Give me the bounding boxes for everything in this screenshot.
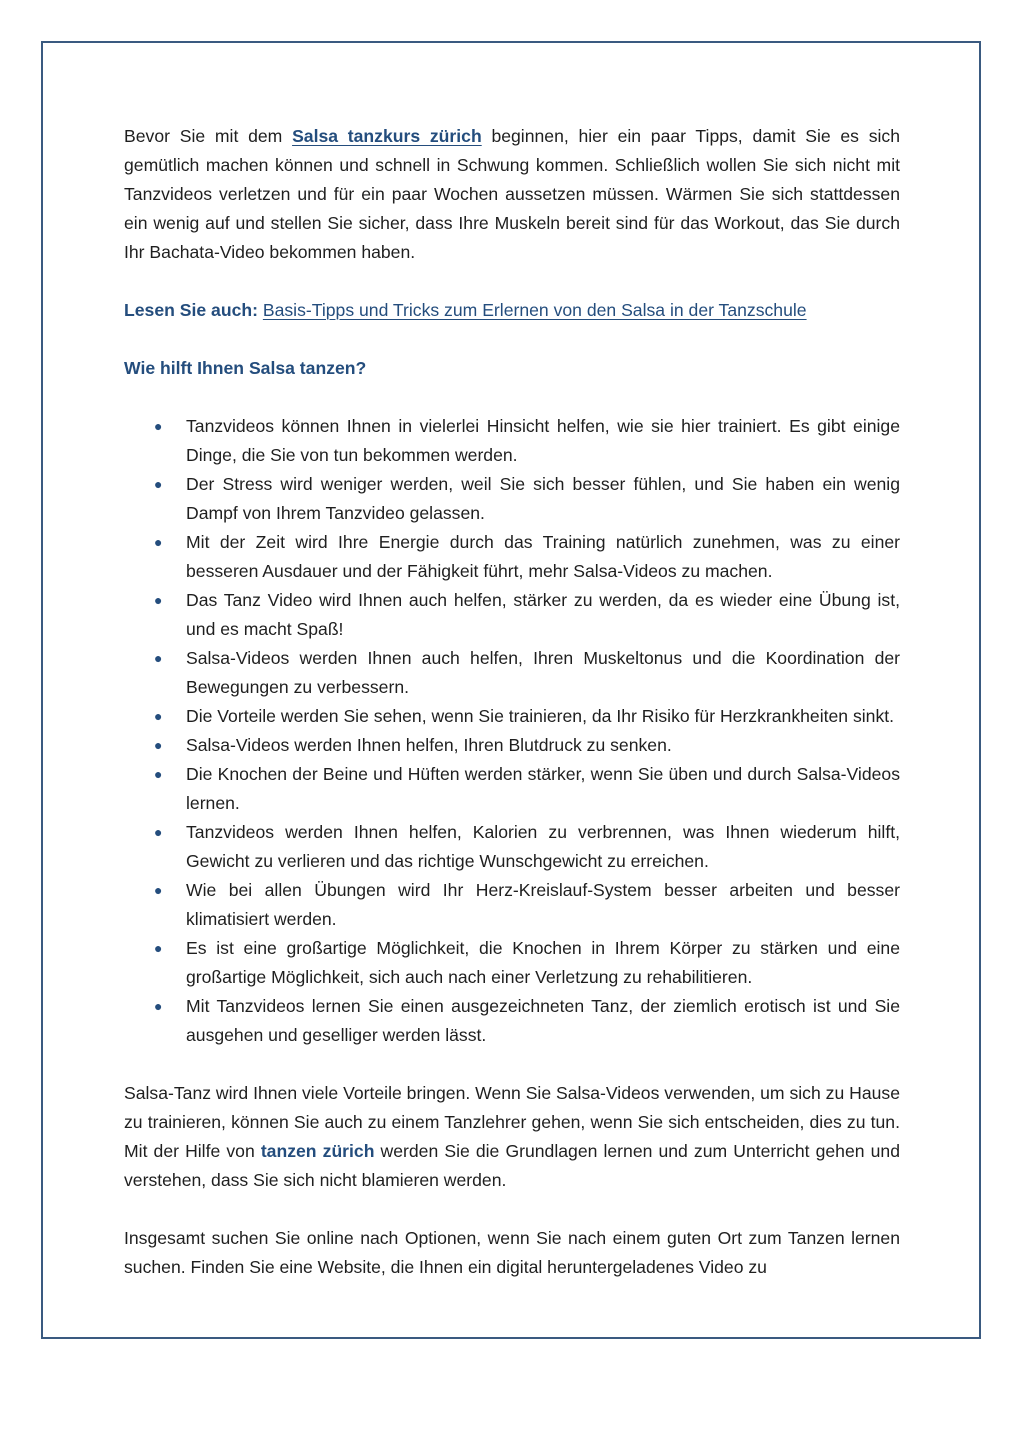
intro-text-after: beginnen, hier ein paar Tipps, damit Sie es sich gemütlich machen können und schnell in Schwung kommen. Schließlich wollen Sie sich nicht mit Tanzvideos verletzen und für ein paar Wochen aussetzen müssen. Wärmen Sie sich stattdessen ein wenig auf und stellen Sie sicher, dass Ihre Muskeln bereit sind für das Workout, das Sie durch Ihr Bachata-Video bekommen haben. [124,126,900,262]
closing-paragraph: Insgesamt suchen Sie online nach Optionen, wenn Sie nach einem guten Ort zum Tanzen lernen suchen. Finden Sie eine Website, die Ihnen ein digital heruntergeladenes Video zu [124,1228,900,1277]
bullet-icon: ● [154,650,163,666]
bullet-icon: ● [154,882,163,898]
read-also-label: Lesen Sie auch: [124,300,258,320]
list-item-text: Salsa-Videos werden Ihnen auch helfen, Ihren Muskeltonus und die Koordination der Bewegungen zu verbessern. [186,648,900,697]
bullet-icon: ● [154,940,163,956]
bullet-icon: ● [154,737,163,753]
intro-text-before: Bevor Sie mit dem [124,126,293,146]
spacer [124,1195,900,1224]
read-also-line [124,296,900,325]
list-item [124,731,900,760]
list-item [124,586,900,644]
list-item [124,644,900,702]
summary-text-before: Salsa-Tanz wird Ihnen viele Vorteile bringen. Wenn Sie Salsa-Videos verwenden, um sich zu Hause zu trainieren, können Sie auch zu einem Tanzlehrer gehen, wenn Sie sich entscheiden, dies zu tun. Mit der Hilfe von [124,1083,900,1161]
spacer [124,325,900,354]
salsa-tanzkurs-link[interactable]: Salsa tanzkurs zürich [292,126,482,146]
section-heading: Wie hilft Ihnen Salsa tanzen? [124,358,367,378]
summary-text-after: werden Sie die Grundlagen lernen und zum Unterricht gehen und verstehen, dass Sie sich nicht blamieren werden. [124,1141,900,1190]
list-item-text: Das Tanz Video wird Ihnen auch helfen, stärker zu werden, da es wieder eine Übung ist, und es macht Spaß! [186,590,900,639]
bullet-icon: ● [154,534,163,550]
bullet-icon: ● [154,998,163,1014]
list-item [124,702,900,731]
list-item-text: Es ist eine großartige Möglichkeit, die Knochen in Ihrem Körper zu stärken und eine großartige Möglichkeit, sich auch nach einer Verletzung zu rehabilitieren. [186,938,900,987]
list-item [124,470,900,528]
read-also-link[interactable]: Basis-Tipps und Tricks zum Erlernen von den Salsa in der Tanzschule [262,300,807,320]
benefits-summary-paragraph [124,1079,900,1195]
list-item-text: Tanzvideos können Ihnen in vielerlei Hinsicht helfen, wie sie hier trainiert. Es gibt einige Dinge, die Sie von tun bekommen werden. [186,416,900,465]
benefits-list [124,412,900,1050]
list-item [124,992,900,1050]
list-item-text: Mit der Zeit wird Ihre Energie durch das Training natürlich zunehmen, was zu einer besseren Ausdauer und der Fähigkeit führt, mehr Salsa-Videos zu machen. [186,532,900,581]
spacer [124,1050,900,1079]
list-item [124,934,900,992]
spacer [124,267,900,296]
list-item-text: Mit Tanzvideos lernen Sie einen ausgezeichneten Tanz, der ziemlich erotisch ist und Sie ausgehen und geselliger werden lässt. [186,996,900,1045]
list-item-text: Der Stress wird weniger werden, weil Sie sich besser fühlen, und Sie haben ein wenig Dampf von Ihrem Tanzvideo gelassen. [186,474,900,523]
bullet-icon: ● [154,766,163,782]
list-item-text: Salsa-Videos werden Ihnen helfen, Ihren Blutdruck zu senken. [186,735,672,755]
bullet-icon: ● [154,418,163,434]
list-item-text: Die Vorteile werden Sie sehen, wenn Sie trainieren, da Ihr Risiko für Herzkrankheiten sinkt. [186,706,895,726]
list-item [124,412,900,470]
bullet-icon: ● [154,824,163,840]
bullet-icon: ● [154,476,163,492]
bullet-icon: ● [154,592,163,608]
list-item-text: Wie bei allen Übungen wird Ihr Herz-Kreislauf-System besser arbeiten und besser klimatisiert werden. [186,880,900,929]
list-item [124,876,900,934]
bullet-icon: ● [154,708,163,724]
list-item [124,528,900,586]
intro-paragraph [124,122,900,267]
tanzen-zuerich-highlight: tanzen zürich [260,1141,375,1161]
list-item-text: Tanzvideos werden Ihnen helfen, Kalorien zu verbrennen, was Ihnen wiederum hilft, Gewicht zu verlieren und das richtige Wunschgewicht zu erreichen. [186,822,900,871]
list-item-text: Die Knochen der Beine und Hüften werden stärker, wenn Sie üben und durch Salsa-Videos lernen. [186,764,900,813]
list-item [124,818,900,876]
document-body [124,122,900,1282]
list-item [124,760,900,818]
spacer [124,383,900,412]
